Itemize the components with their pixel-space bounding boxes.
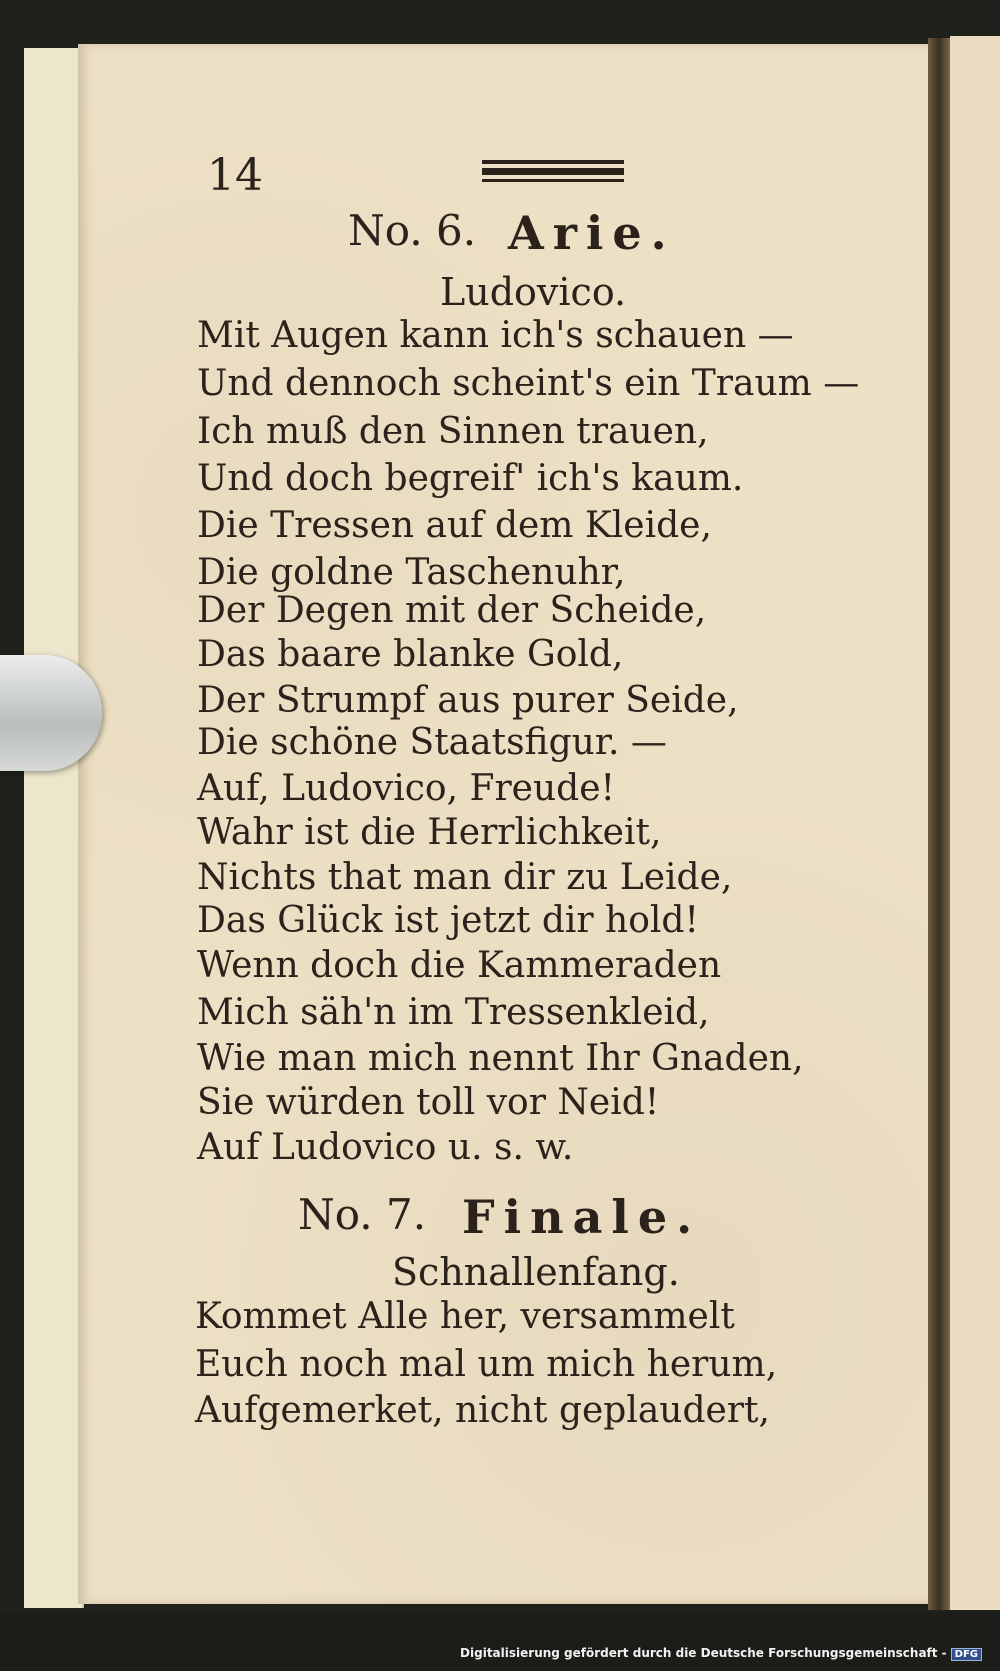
verse-line: Auf, Ludovico, Freude! bbox=[197, 768, 615, 809]
verse-line: Das baare blanke Gold, bbox=[197, 634, 624, 675]
speaker-name: Schnallenfang. bbox=[392, 1250, 680, 1294]
verse-line: Wahr ist die Herrlichkeit, bbox=[197, 812, 662, 853]
page-number: 14 bbox=[207, 150, 263, 201]
verse-line: Auf Ludovico u. s. w. bbox=[197, 1127, 574, 1168]
verse-line: Euch noch mal um mich herum, bbox=[195, 1344, 778, 1385]
verse-line: Wie man mich nennt Ihr Gnaden, bbox=[197, 1038, 804, 1079]
header-rule bbox=[482, 168, 624, 175]
section-number: No. 7. bbox=[298, 1190, 427, 1239]
speaker-name: Ludovico. bbox=[440, 270, 627, 314]
book-edge-left bbox=[24, 48, 84, 1608]
verse-line: Die schöne Staatsfigur. — bbox=[197, 722, 667, 763]
verse-line: Und doch begreif' ich's kaum. bbox=[197, 458, 744, 499]
section-title: Arie. bbox=[508, 206, 676, 260]
verse-line: Mich säh'n im Tressenkleid, bbox=[197, 992, 710, 1033]
verse-line: Die goldne Taschenuhr, bbox=[197, 552, 626, 593]
verse-line: Der Strumpf aus purer Seide, bbox=[197, 680, 739, 721]
verse-line: Die Tressen auf dem Kleide, bbox=[197, 505, 712, 546]
header-rule bbox=[482, 160, 624, 164]
section-number: No. 6. bbox=[348, 206, 477, 255]
verse-line: Mit Augen kann ich's schauen — bbox=[197, 315, 794, 356]
verse-line: Und dennoch scheint's ein Traum — bbox=[197, 363, 860, 404]
scan-backdrop bbox=[0, 1612, 1000, 1671]
verse-line: Nichts that man dir zu Leide, bbox=[197, 857, 733, 898]
section-title: Finale. bbox=[462, 1190, 702, 1244]
verse-line: Aufgemerket, nicht geplaudert, bbox=[195, 1390, 770, 1431]
verse-line: Der Degen mit der Scheide, bbox=[197, 590, 707, 631]
verse-line: Ich muß den Sinnen trauen, bbox=[197, 411, 709, 452]
next-page-edge bbox=[950, 36, 1000, 1610]
header-rule bbox=[482, 179, 624, 182]
verse-line: Das Glück ist jetzt dir hold! bbox=[197, 900, 699, 941]
verse-line: Wenn doch die Kammeraden bbox=[197, 945, 722, 986]
dfg-logo: DFG bbox=[951, 1648, 982, 1661]
verse-line: Kommet Alle her, versammelt bbox=[195, 1296, 735, 1337]
attribution-text: Digitalisierung gefördert durch die Deutsche Forschungsgemeinschaft - bbox=[460, 1646, 947, 1660]
verse-line: Sie würden toll vor Neid! bbox=[197, 1082, 660, 1123]
book-gutter bbox=[928, 38, 950, 1610]
digitization-attribution bbox=[460, 1646, 982, 1661]
